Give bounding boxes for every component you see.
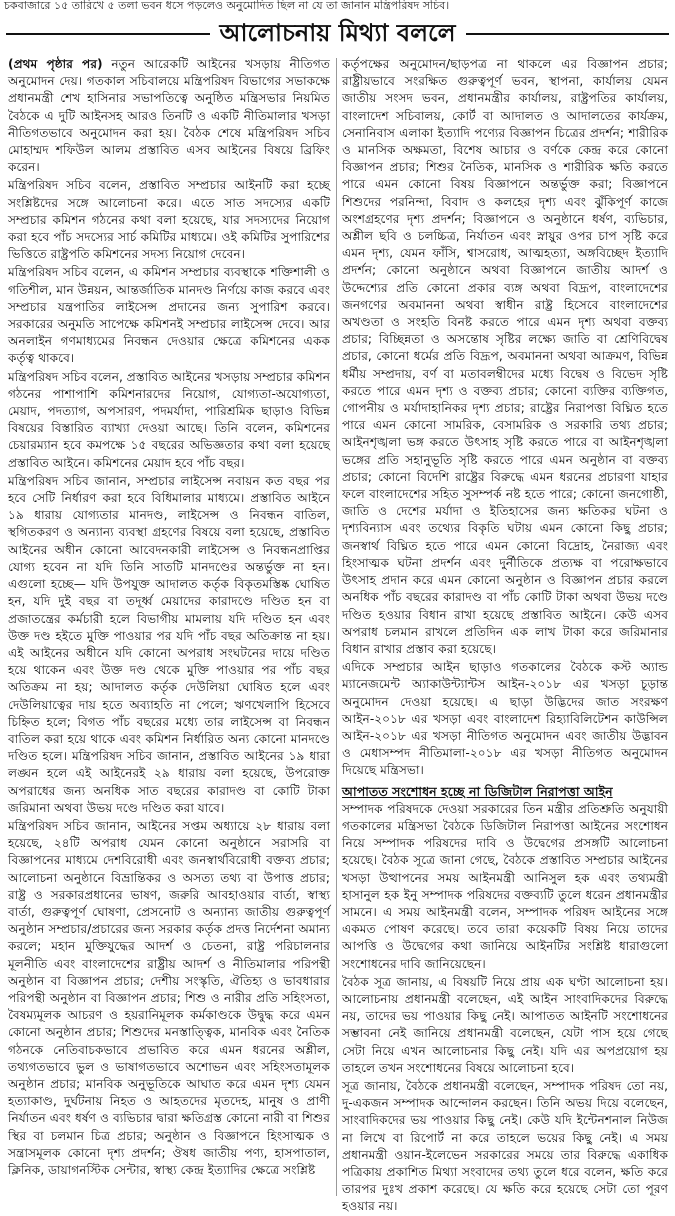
- section-subhead: আপাতত সংশোধন হচ্ছে না ডিজিটাল নিরাপত্তা আইন: [342, 783, 613, 799]
- right-paragraph-1: কর্তৃপক্ষের অনুমোদন/ছাড়পত্র না থাকলে এর বিজ্ঞাপন প্রচার; রাষ্ট্রীয়ভাবে সংরক্ষিত গুরুত্বপূর্ণ ভবন, স্থাপনা, কার্যালয় যেমন জাতীয় সংসদ ভবন, প্রধানমন্ত্রীর কার্যালয়, রাষ্ট্রপতির কার্যালয়, বাংলাদেশ সচিবালয়, কোর্ট বা আদালত ও আদালতের কার্যক্রম, সেনানিবাস এলাকা ইত্যাদি পণ্যের বিজ্ঞাপন চিত্রের প্রদর্শন; শারীরিক ও মানসিক অক্ষমতা, বিশেষ আচার ও বর্ণকে কেন্দ্র করে কোনো বিজ্ঞাপন প্রচার; শিশুর নৈতিক, মানসিক ও শারীরিক ক্ষতি করতে পারে এমন কোনো বিষয় বিজ্ঞাপনে অন্তর্ভুক্ত করা; বিজ্ঞাপনে শিশুদের পরনিন্দা, বিবাদ ও কলহের দৃশ্য এবং ঝুঁকিপূর্ণ কাজে অংশগ্রহণের দৃশ্য প্রদর্শন; বিজ্ঞাপনে ও অনুষ্ঠানে ধর্ষণ, ব্যভিচার, অশ্লীল ছবি ও চলচ্চিত্র, নির্যাতন এবং স্নায়ুর ওপর চাপ সৃষ্টি করে এমন দৃশ্য, যেমন ফাঁসি, শ্বাসরোধ, আত্মহত্যা, অঙ্গবিচ্ছেদ ইত্যাদি প্রদর্শন; কোনো অনুষ্ঠানে অথবা বিজ্ঞাপনে জাতীয় আদর্শ ও উদ্দেশ্যের প্রতি কোনো প্রকার ব্যঙ্গ অথবা বিদ্রূপ, বাংলাদেশের জনগণের অবমাননা অথবা স্বাধীন রাষ্ট্র হিসেবে বাংলাদেশের অখণ্ডতা ও সংহতি বিনষ্ট করতে পারে এমন দৃশ্য অথবা বক্তব্য প্রচার; বিচ্ছিন্নতা ও অসন্তোষ সৃষ্টির লক্ষ্যে জাতি বা শ্রেণিবিদ্বেষ প্রচার, কোনো ধর্মের প্রতি বিদ্রূপ, অবমাননা অথবা আক্রমণ, বিভিন্ন ধর্মীয় সম্প্রদায়, বর্ণ বা মতাবলম্বীদের মধ্যে বিদ্বেষ ও বিভেদ সৃষ্টি করতে পারে এমন দৃশ্য ও বক্তব্য প্রচার; কোনো ব্যক্তির ব্যক্তিগত, গোপনীয় ও মর্যাদাহানিকর দৃশ্য প্রচার; রাষ্ট্রের নিরাপত্তা বিঘ্নিত হতে পারে এমন কোনো সামরিক, বেসামরিক ও সরকারি তথ্য প্রচার; আইনশৃঙ্খলা ভঙ্গ করতে উৎসাহ সৃষ্টি করতে পারে বা আইনশৃঙ্খলা ভঙ্গের প্রতি সহানুভূতি সৃষ্টি করতে পারে এমন অনুষ্ঠান বা বক্তব্য প্রচার; কোনো বিদেশি রাষ্ট্রের বিরুদ্ধে এমন ধরনের প্রচারণা যাহার ফলে বাংলাদেশের সহিত সুসম্পর্ক নষ্ট হতে পারে; কোনো জনগোষ্ঠী, জাতি ও দেশের মর্যাদা ও ইতিহাসের জন্য ক্ষতিকর ঘটনা ও দৃশ্যবিন্যাস এবং তথ্যের বিকৃতি ঘটায় এমন কোনো কিছু প্রচার; জনস্বার্থ বিঘ্নিত হতে পারে এমন কোনো বিদ্রোহ, নৈরাজ্য এবং হিংসাত্মক ঘটনা প্রদর্শন এবং দুর্নীতিকে প্রত্যক্ষ বা পরোক্ষভাবে উৎসাহ প্রদান করে এমন কোনো অনুষ্ঠান ও বিজ্ঞাপন প্রচার করলে অনধিক পাঁচ বছরের কারাদণ্ড বা পাঁচ কোটি টাকা অথবা উভয় দণ্ডে দণ্ডিত হওয়ার বিধান রাখা হয়েছে প্রস্তাবিত আইনে। কেউ এসব অপরাধ চলমান রাখলে প্রতিদিন এক লাখ টাকা করে জরিমানার বিধান রাখার প্রস্তাব করা হয়েছে।: [342, 57, 668, 656]
- continuation-marker: (প্রথম পৃষ্ঠার পর): [8, 57, 103, 71]
- right-paragraph-2: এদিকে সম্প্রচার আইন ছাড়াও গতকালের বৈঠকে কস্ট অ্যান্ড ম্যানেজমেন্ট অ্যাকাউন্ট্যান্টস আইন-২০১৮ এর খসড়া চূড়ান্ত অনুমোদন দেওয়া হয়েছে। এ ছাড়া উদ্ভিদের জাত সংরক্ষণ আইন-২০১৮ এর খসড়া এবং বাংলাদেশ রিহ্যাবিলিটেশন কাউন্সিল আইন-২০১৮ এর খসড়া নীতিগত অনুমোদন এবং জাতীয় উদ্ভাবন ও মেধাসম্পদ নীতিমালা-২০১৮ এর খসড়া নীতিগত অনুমোদন দিয়েছে মন্ত্রিসভা।: [342, 660, 668, 778]
- top-strip-text: চকবাজারে ১৫ তারিখে ৫ তলা ভবন ধসে পড়লেও অনুমোদিত ছিল না যে তা জানান মন্ত্রিপরিষদ সচিব।: [4, 0, 450, 12]
- left-paragraph-2: মন্ত্রিপরিষদ সচিব বলেন, প্রস্তাবিত সম্প্রচার আইনটি করা হচ্ছে সংশ্লিষ্টদের সঙ্গে আলোচনা করে। এতে সাত সদস্যের একটি সম্প্রচার কমিশন গঠনের কথা বলা হয়েছে, যার সদস্যদের নিয়োগ করা হবে পাঁচ সদস্যের সার্চ কমিটির মাধ্যমে। ওই কমিটির সুপারিশের ভিত্তিতে রাষ্ট্রপতি কমিশনের সদস্য নিয়োগ দেবেন।: [8, 178, 330, 262]
- headline: আলোচনায় মিথ্যা বললে: [210, 13, 466, 53]
- left-paragraph-1: [8, 56, 330, 176]
- left-paragraph-6: মন্ত্রিপরিষদ সচিব জানান, আইনের সপ্তম অধ্যায়ে ২৮ ধারায় বলা হয়েছে, ২৪টি অপরাধ যেমন কোনো অনুষ্ঠানে সরাসরি বা বিজ্ঞাপনের মাধ্যমে দেশবিরোধী এবং জনস্বার্থবিরোধী বক্তব্য প্রচার; আলোচনা অনুষ্ঠানে বিভ্রান্তিকর ও অসত্য তথ্য বা উপাত্ত প্রচার; রাষ্ট্র ও সরকারপ্রধানের ভাষণ, জরুরি আবহাওয়ার বার্তা, স্বাস্থ্য বার্তা, গুরুত্বপূর্ণ ঘোষণা, প্রেসনোট ও অন্যান্য জাতীয় গুরুত্বপূর্ণ অনুষ্ঠান সম্প্রচার/প্রচারের জন্য সরকার কর্তৃক প্রদত্ত নির্দেশনা অমান্য করলে; মহান মুক্তিযুদ্ধের আদর্শ ও চেতনা, রাষ্ট্র পরিচালনার মূলনীতি এবং বাংলাদেশের রাষ্ট্রীয় আদর্শ ও নীতিমালার পরিপন্থী অনুষ্ঠান বা বিজ্ঞাপন প্রচার; দেশীয় সংস্কৃতি, ঐতিহ্য ও ভাবধারার পরিপন্থী অনুষ্ঠান বা বিজ্ঞাপন প্রচার; শিশু ও নারীর প্রতি সহিংসতা, বৈষম্যমূলক আচরণ ও হয়রানিমূলক কর্মকাণ্ডকে উদ্বুদ্ধ করে এমন কোনো অনুষ্ঠান প্রচার; শিশুদের মনস্তাত্ত্বিক, মানবিক এবং নৈতিক গঠনকে নেতিবাচকভাবে প্রভাবিত করে এমন ধরনের অশ্লীল, তথ্যগতভাবে ভুল ও ভাষাগতভাবে অশোভন এবং সহিংসতামূলক অনুষ্ঠান প্রচার; মানবিক অনুভূতিকে আঘাত করে এমন দৃশ্য যেমন হত্যাকাণ্ড, দুর্ঘটনায় নিহত ও আহতদের মৃতদেহ, মানুষ ও প্রাণী নির্যাতন এবং ধর্ষণ ও ব্যভিচার দ্বারা ক্ষতিগ্রস্ত কোনো নারী বা শিশুর স্থির বা চলমান চিত্র প্রচার; অনুষ্ঠান ও বিজ্ঞাপনে হিংসাত্মক ও সন্ত্রাসমূলক কোনো দৃশ্য প্রদর্শন; ঔষধ জাতীয় পণ্য, হাসপাতাল, ক্লিনিক, ডায়াগনস্টিক সেন্টার, স্বাস্থ্য কেন্দ্র ইত্যাদির ক্ষেত্রে সংশ্লিষ্ট: [8, 818, 330, 1177]
- right-paragraph-4: বৈঠক সূত্র জানায়, এ বিষয়টি নিয়ে প্রায় এক ঘণ্টা আলোচনা হয়। আলোচনায় প্রধানমন্ত্রী বলেছেন, এই আইন সাংবাদিকদের বিরুদ্ধে নয়, তাদের ভয় পাওয়ার কিছু নেই। আপাতত আইনটি সংশোধনের সম্ভাবনা নেই জানিয়ে প্রধানমন্ত্রী বলেছেন, যেটা পাস হয়ে গেছে সেটা নিয়ে এখন আলোচনার কিছু নেই। যদি এর অপপ্রয়োগ হয় তাহলে তখন সংশোধনের বিষয়ে আলোচনা হবে।: [342, 974, 668, 1075]
- column-divider: [336, 58, 337, 1196]
- right-column: [342, 56, 668, 1214]
- headline-rule-right: [445, 33, 669, 35]
- headline-rule-left: [6, 33, 232, 35]
- headline-bar: [0, 13, 675, 53]
- right-paragraph-3: সম্পাদক পরিষদকে দেওয়া সরকারের তিন মন্ত্রীর প্রতিশ্রুতি অনুযায়ী গতকালের মন্ত্রিসভা বৈঠকে ডিজিটাল নিরাপত্তা আইনের সংশোধন নিয়ে সম্পাদক পরিষদের দাবি ও উদ্বেগের প্রসঙ্গটি আলোচনা হয়েছে। বৈঠক সূত্রে জানা গেছে, বৈঠকে প্রস্তাবিত সম্প্রচার আইনের খসড়া উত্থাপনের সময় আইনমন্ত্রী আনিসুল হক এবং তথ্যমন্ত্রী হাসানুল হক ইনু সম্পাদক পরিষদের বক্তব্যটি তুলে ধরেন প্রধানমন্ত্রীর সামনে। এ সময় আইনমন্ত্রী বলেন, সম্পাদক পরিষদ আইনের সঙ্গে একমত পোষণ করেছে। তবে তারা কয়েকটি বিষয় নিয়ে তাদের আপত্তি ও উদ্বেগের কথা জানিয়ে আইনটির সংশ্লিষ্ট ধারাগুলো সংশোধনের দাবি জানিয়েছেন।: [342, 801, 668, 971]
- left-paragraph-3: মন্ত্রিপরিষদ সচিব বলেন, এ কমিশন সম্প্রচার ব্যবস্থাকে শক্তিশালী ও গতিশীল, মান উন্নয়ন, আন্তর্জাতিক মানদণ্ড নির্ণয়ে কাজ করবে এবং সম্প্রচার যন্ত্রপাতির লাইসেন্স প্রদানের জন্য সুপারিশ করবে। সরকারের অনুমতি সাপেক্ষে কমিশনই সম্প্রচার লাইসেন্স দেবে। আর অনলাইন গণমাধ্যমের নিবন্ধন দেওয়ার ক্ষেত্রে কমিশনের একক কর্তৃত্ব থাকবে।: [8, 265, 330, 366]
- right-paragraph-5: সূত্র জানায়, বৈঠকে প্রধানমন্ত্রী বলেছেন, সম্পাদক পরিষদ তো নয়, দু-একজন সম্পাদক আন্দোলন করছেন। তিনি অভয় দিয়ে বলেছেন, সাংবাদিকদের ভয় পাওয়ার কিছু নেই। কেউ যদি ইন্টেনশনাল নিউজ না লিখে বা রিপোর্ট না করে তাহলে ভয়ের কিছু নেই। এ সময় প্রধানমন্ত্রী ওয়ান-ইলেভেন সরকারের সময়ে তার বিরুদ্ধে একাধিক পত্রিকায় প্রকাশিত মিথ্যা সংবাদের তথ্য তুলে ধরে বলেন, ক্ষতি করে তারপর দুঃখ প্রকাশ করেছে। যে ক্ষতি করে হয়েছে সেটা তো পূরণ হওয়ার নয়।: [342, 1078, 668, 1214]
- left-paragraph-4: মন্ত্রিপরিষদ সচিব বলেন, প্রস্তাবিত আইনের খসড়ায় সম্প্রচার কমিশন গঠনের পাশাপাশি কমিশনারদের নিয়োগ, যোগ্যতা-অযোগ্যতা, মেয়াদ, পদত্যাগ, অপসারণ, পদমর্যাদা, পারিশ্রমিক ছাড়াও বিভিন্ন বিষয়ের বিস্তারিত ব্যাখ্যা দেওয়া আছে। তিনি বলেন, কমিশনের চেয়ারম্যান হবে কমপক্ষে ১৫ বছরের অভিজ্ঞতার কথা বলা হয়েছে প্রস্তাবিত আইনে। কমিশনের মেয়াদ হবে পাঁচ বছর।: [8, 369, 330, 470]
- left-column: [8, 56, 330, 1198]
- left-paragraph-5: মন্ত্রিপরিষদ সচিব জানান, সম্প্রচার লাইসেন্স নবায়ন কত বছর পর হবে সেটি নির্ধারণ করা হবে বিধিমালার মাধ্যমে। প্রস্তাবিত আইনে ১৯ ধারায় যোগ্যতার মানদণ্ড, লাইসেন্স ও নিবন্ধন বাতিল, স্থগিতকরণ ও অন্যান্য ব্যবস্থা গ্রহণের বিষয়ে বলা হয়েছে, প্রস্তাবিত আইনের অধীন কোনো আবেদনকারী লাইসেন্স ও নিবন্ধনপ্রাপ্তির যোগ্য হবেন না যদি তিনি সাতটি মানদণ্ডের অন্তর্ভুক্ত না হন। এগুলো হচ্ছে— যদি উপযুক্ত আদালত কর্তৃক বিকৃতমস্তিষ্ক ঘোষিত হন, যদি দুই বছর বা তদূর্ধ্ব মেয়াদের কারাদণ্ডে দণ্ডিত হন বা প্রজাতন্ত্রের কর্মচারী হলে বিভাগীয় মামলায় যদি দণ্ডিত হন এবং উক্ত দণ্ড হইতে মুক্তি পাওয়ার পর যদি পাঁচ বছর অতিক্রান্ত না হয়। এই আইনের অধীনে যদি কোনো অপরাধ সংঘটনের দায়ে দণ্ডিত হয়ে থাকেন এবং উক্ত দণ্ড থেকে মুক্তি পাওয়ার পর পাঁচ বছর অতিক্রম না হয়; আদালত কর্তৃক দেউলিয়া ঘোষিত হলে এবং দেউলিয়াত্বের দায় হতে অব্যাহতি না পেলে; ঋণখেলাপি হিসেবে চিহ্নিত হলে; বিগত পাঁচ বছরের মধ্যে তার লাইসেন্স বা নিবন্ধন বাতিল করা হয়ে থাকে এবং কমিশন নির্ধারিত অন্য কোনো মানদণ্ডে দণ্ডিত হলে। মন্ত্রিপরিষদ সচিব জানান, প্রস্তাবিত আইনের ১৯ ধারা লঙ্ঘন হলে এই আইনেরই ২৯ ধারায় বলা হয়েছে, উপরোক্ত অপরাধের জন্য অনধিক সাত বছরের কারাদণ্ড বা কোটি টাকা জরিমানা অথবা উভয় দণ্ডে দণ্ডিত করা যাবে।: [8, 473, 330, 815]
- left-paragraph-1-text: নতুন আরেকটি আইনের খসড়ায় নীতিগত অনুমোদন দেয়। গতকাল সচিবালয়ে মন্ত্রিপরিষদ বিভাগের সভাকক্ষে প্রধানমন্ত্রী শেখ হাসিনার সভাপতিত্বে অনুষ্ঠিত মন্ত্রিসভার নিয়মিত বৈঠকে এ দুটি আইনসহ আরও তিনটি ও একটি নীতিমালার খসড়া নীতিগতভাবে অনুমোদন করা হয়। বৈঠক শেষে মন্ত্রিপরিষদ সচিব মোহাম্মদ শফিউল আলম প্রস্তাবিত এসব আইনের বিষয়ে ব্রিফিং করেন।: [8, 57, 330, 175]
